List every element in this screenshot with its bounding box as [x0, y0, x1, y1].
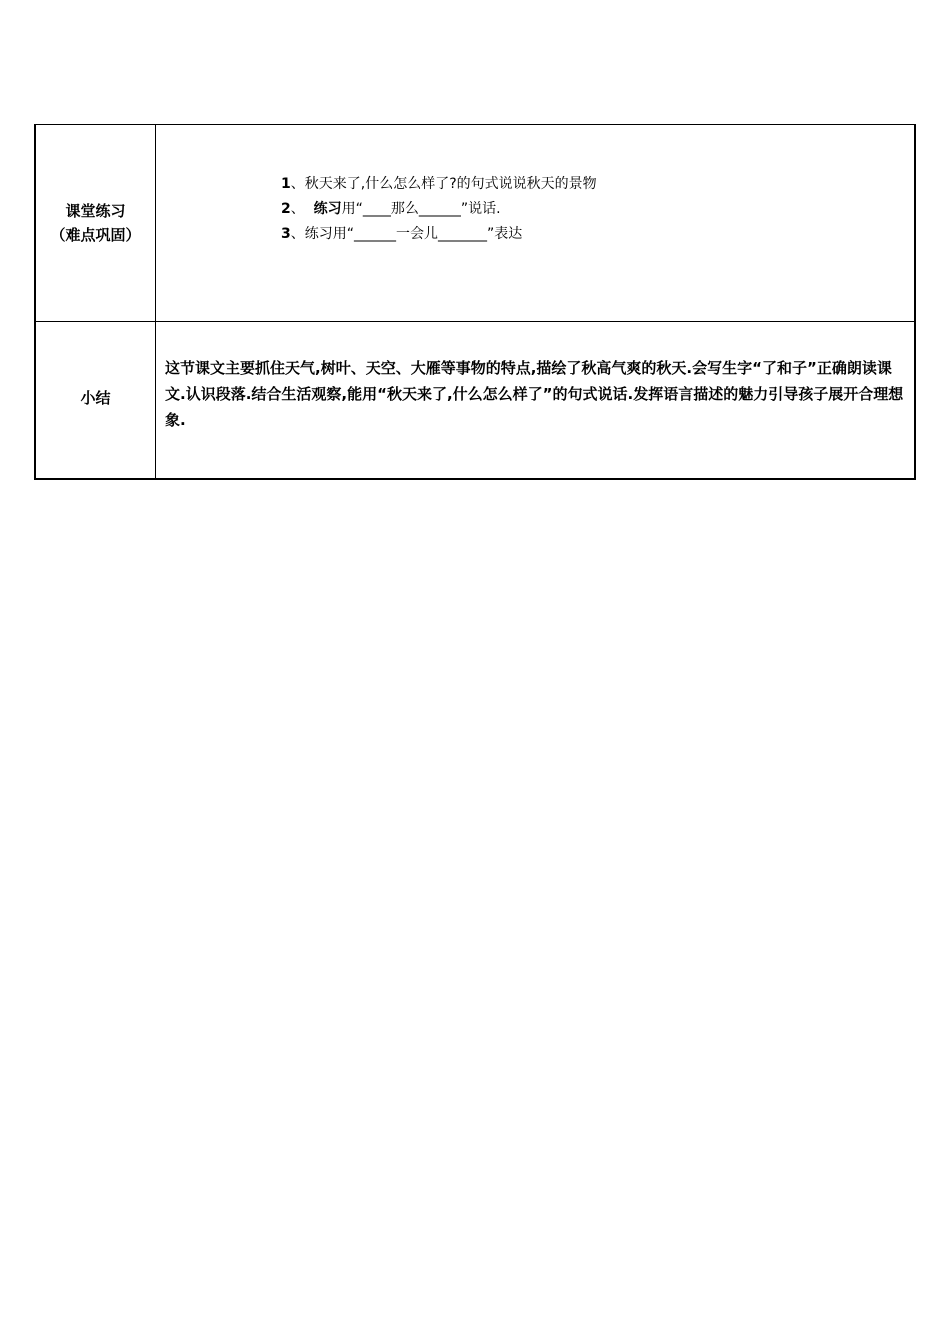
exercise-item-text: 用“____那么______”说话.: [341, 200, 501, 217]
exercise-item-text: 练习用“______一会儿_______”表达: [304, 225, 523, 242]
summary-row: [35, 322, 915, 479]
summary-content-cell: [156, 322, 916, 479]
exercise-item-separator: 、: [290, 175, 305, 192]
exercise-sublabel: （难点巩固）: [50, 226, 141, 244]
summary-label-cell: [35, 322, 156, 479]
exercise-item-3: [281, 222, 914, 247]
exercise-item-1: [281, 172, 914, 197]
exercise-item-text: 秋天来了,什么怎么样了?的句式说说秋天的景物: [304, 175, 597, 192]
summary-text: 这节课文主要抓住天气,树叶、天空、大雁等事物的特点,描绘了秋高气爽的秋天.会写生字“了和子”正确朗读课文.认识段落.结合生活观察,能用“秋天来了,什么怎么样了”的句式说话.发挥语言描述的魅力引导孩子展开合理想象.: [165, 358, 904, 429]
exercise-content-cell: [156, 125, 916, 322]
exercise-list: [156, 172, 914, 247]
exercise-item-number: 3: [281, 225, 291, 242]
exercise-item-separator: 、: [290, 200, 314, 217]
exercise-item-bold-word: 练习: [313, 200, 342, 217]
exercise-label: 课堂练习: [65, 202, 126, 220]
summary-label: 小结: [80, 388, 111, 407]
exercise-item-separator: 、: [290, 225, 305, 242]
exercise-item-number: 1: [281, 175, 291, 192]
exercise-item-2: [281, 197, 914, 222]
lesson-table: [34, 124, 916, 480]
exercise-item-number: 2: [281, 200, 291, 217]
exercise-label-cell: [35, 125, 156, 322]
exercise-row: [35, 125, 915, 322]
